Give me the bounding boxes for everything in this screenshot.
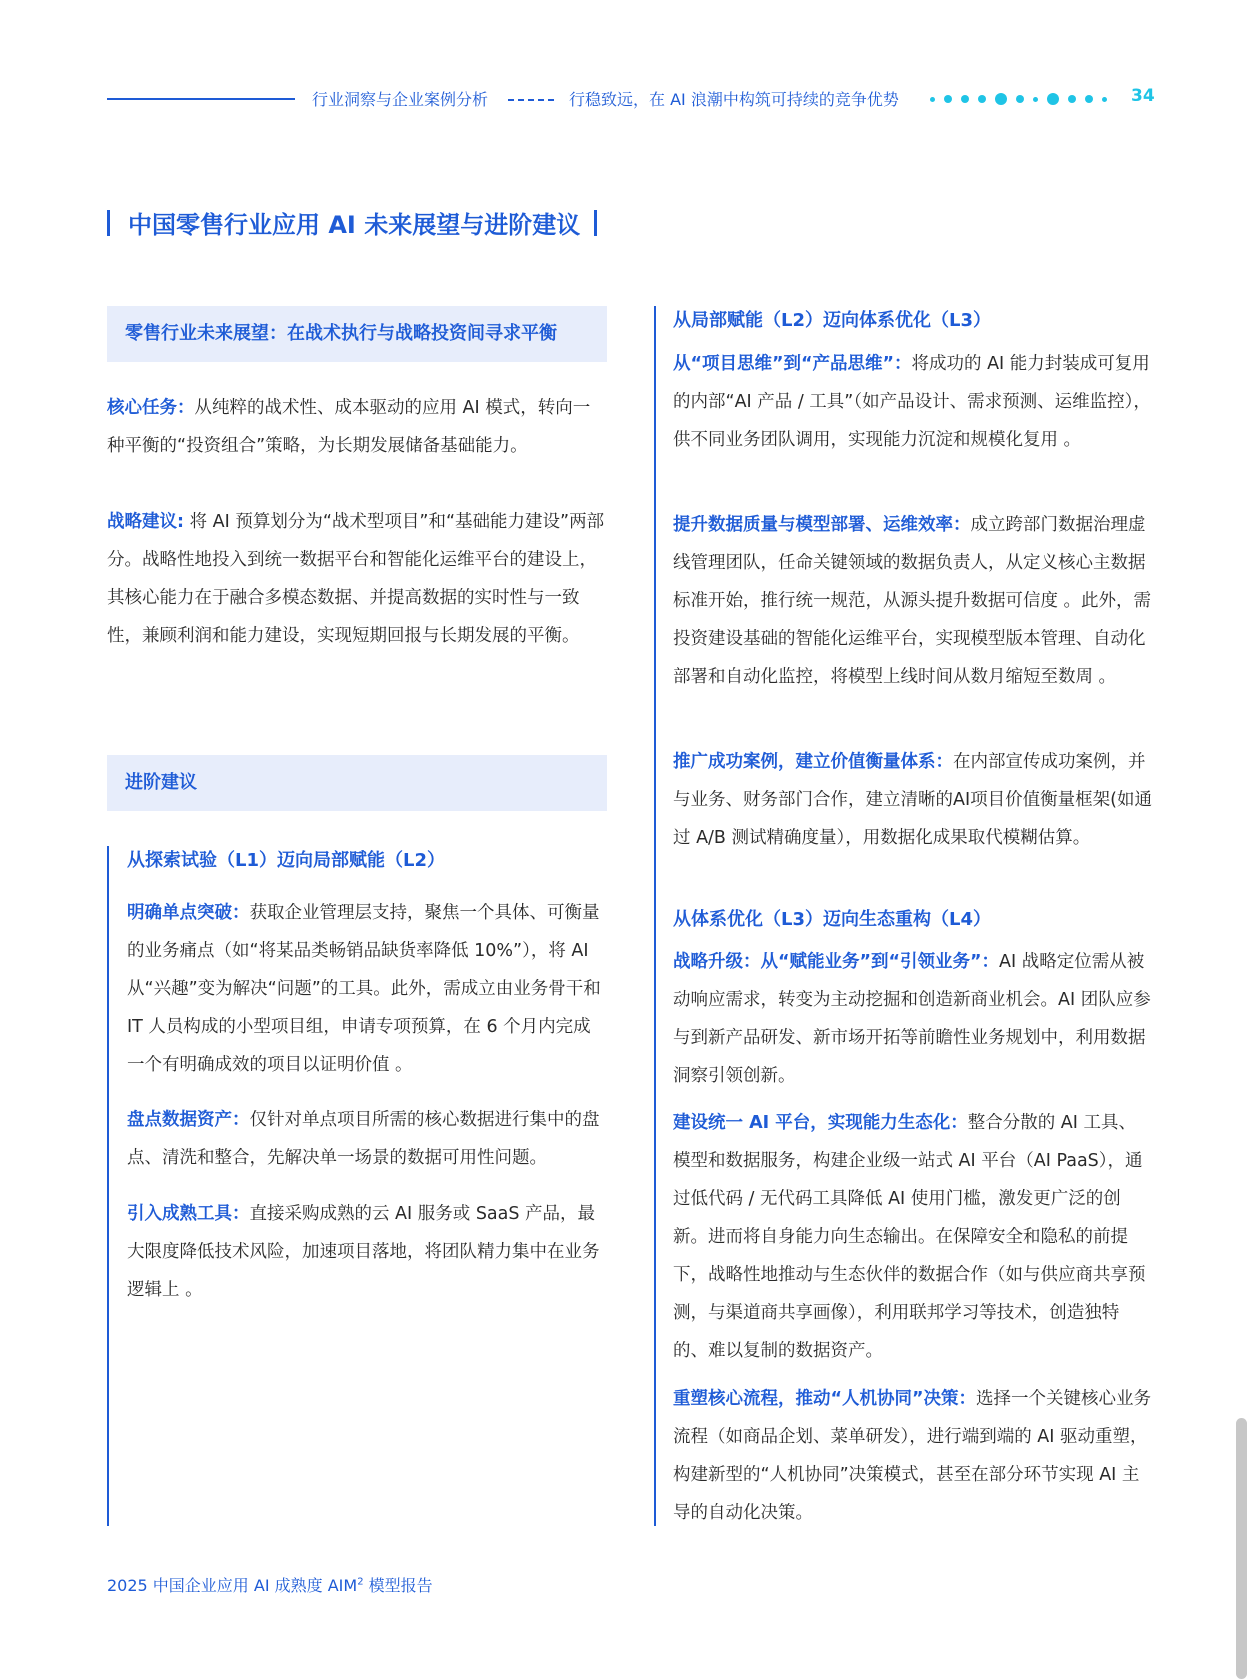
header-dashed-divider [508, 99, 554, 101]
footer-suffix: 模型报告 [363, 1576, 433, 1595]
page-title: 中国零售行业应用 AI 未来展望与进阶建议 [128, 211, 581, 239]
title-bar-right [594, 210, 597, 236]
l3-item-1-text: AI 战略定位需从被动响应需求，转变为主动挖掘和创造新商业机会。AI 团队应参与到新产品研发、新市场开拓等前瞻性业务规划中，利用数据洞察引领创新。 [673, 952, 1151, 1086]
l2-item-1-text: 将成功的 AI 能力封装成可复用的内部“AI 产品 / 工具”（如产品设计、需求预测、运维监控），供不同业务团队调用，实现能力沉淀和规模化复用 。 [673, 354, 1151, 450]
l1-item-3 [127, 1195, 607, 1309]
l1-item-3-text: 直接采购成熟的云 AI 服务或 SaaS 产品，最大限度降低技术风险，加速项目落地，将团队精力集中在业务逻辑上 。 [127, 1204, 600, 1300]
l2-item-3-label: 推广成功案例，建立价值衡量体系： [673, 752, 953, 772]
l2-item-1 [673, 345, 1153, 459]
l1-item-1 [127, 894, 607, 1084]
l1-item-1-label: 明确单点突破： [127, 903, 250, 923]
core-task-paragraph [107, 389, 607, 465]
l1-item-1-text: 获取企业管理层支持，聚焦一个具体、可衡量的业务痛点（如“将某品类畅销品缺货率降低 10%”），将 AI 从“兴趣”变为解决“问题”的工具。此外，需成立由业务骨干和 IT 人员构成的小型项目组，申请专项预算，在 6 个月内完成一个有明确成效的项目以证明价值 。 [127, 903, 601, 1075]
l1-item-2-text: 仅针对单点项目所需的核心数据进行集中的盘点、清洗和整合，先解决单一场景的数据可用性问题。 [127, 1110, 600, 1168]
footer-superscript: 2 [357, 1576, 364, 1588]
l3-item-2 [673, 1104, 1153, 1370]
advanced-box-text: 进阶建议 [125, 772, 197, 793]
l2-item-3 [673, 743, 1153, 857]
l2-item-2-label: 提升数据质量与模型部署、运维效率： [673, 515, 971, 535]
l3-item-1-label: 战略升级：从“赋能业务”到“引领业务”： [673, 952, 1000, 972]
footer-text: 2025 中国企业应用 AI 成熟度 AIM [107, 1576, 358, 1595]
l3-item-3-text: 选择一个关键核心业务流程（如商品企划、菜单研发），进行端到端的 AI 驱动重塑，构建新型的“人机协同”决策模式，甚至在部分环节实现 AI 主导的自动化决策。 [673, 1389, 1152, 1523]
header-subtitle: 行稳致远，在 AI 浪潮中构筑可持续的竞争优势 [569, 90, 899, 109]
footer-report-title [107, 1573, 433, 1596]
core-task-text: 从纯粹的战术性、成本驱动的应用 AI 模式，转向一种平衡的“投资组合”策略，为长期发展储备基础能力。 [107, 398, 591, 456]
l2-item-1-label: 从“项目思维”到“产品思维”： [673, 354, 912, 374]
core-task-label: 核心任务： [107, 398, 195, 418]
l2-item-2 [673, 506, 1153, 696]
l1-heading: 从探索试验（L1）迈向局部赋能（L2） [127, 850, 445, 871]
l3-item-2-text: 整合分散的 AI 工具、模型和数据服务，构建企业级一站式 AI 平台（AI PaaS），通过低代码 / 无代码工具降低 AI 使用门槛，激发更广泛的创新。进而将自身能力向生态输出。在保障安全和隐私的前提下，战略性地推动与生态伙伴的数据合作（如与供应商共享预测，与渠道商共享画像），利用联邦学习等技术，创造独特的、难以复制的数据资产。 [673, 1113, 1146, 1361]
right-section-rule [654, 306, 656, 1526]
outlook-box [107, 306, 607, 362]
l1-item-2 [127, 1101, 607, 1177]
l3-item-2-label: 建设统一 AI 平台，实现能力生态化： [673, 1113, 968, 1133]
l3-heading: 从体系优化（L3）迈向生态重构（L4） [673, 909, 991, 930]
l1-item-3-label: 引入成熟工具： [127, 1204, 250, 1224]
l3-item-3-label: 重塑核心流程，推动“人机协同”决策： [673, 1389, 977, 1409]
title-bar-left [107, 210, 110, 236]
advanced-box [107, 755, 607, 811]
page-title-block [107, 205, 597, 240]
strategy-paragraph [107, 503, 607, 655]
l2-item-2-text: 成立跨部门数据治理虚线管理团队，任命关键领域的数据负责人，从定义核心主数据标准开始，推行统一规范，从源头提升数据可信度 。此外，需投资建设基础的智能化运维平台，实现模型版本管理、自动化部署和自动化监控，将模型上线时间从数月缩短至数周 。 [673, 515, 1152, 687]
l3-item-1 [673, 943, 1153, 1095]
left-section-rule [107, 846, 109, 1526]
vertical-scrollbar-thumb[interactable] [1236, 1418, 1247, 1679]
page-number: 34 [1131, 86, 1155, 106]
l2-heading: 从局部赋能（L2）迈向体系优化（L3） [673, 310, 991, 331]
strategy-text: 将 AI 预算划分为“战术型项目”和“基础能力建设”两部分。战略性地投入到统一数据平台和智能化运维平台的建设上，其核心能力在于融合多模态数据、并提高数据的实时性与一致性，兼顾利润和能力建设，实现短期回报与长期发展的平衡。 [107, 512, 605, 646]
l1-item-2-label: 盘点数据资产： [127, 1110, 250, 1130]
header-decorative-dots [930, 93, 1107, 105]
strategy-label: 战略建议: [107, 512, 184, 532]
outlook-box-text: 零售行业未来展望：在战术执行与战略投资间寻求平衡 [125, 323, 557, 344]
header-section-title: 行业洞察与企业案例分析 [312, 90, 489, 109]
header-rule [107, 98, 295, 100]
l2-item-3-text: 在内部宣传成功案例，并与业务、财务部门合作，建立清晰的AI项目价值衡量框架(如通过 A/B 测试精确度量），用数据化成果取代模糊估算。 [673, 752, 1152, 848]
l3-item-3 [673, 1380, 1153, 1532]
